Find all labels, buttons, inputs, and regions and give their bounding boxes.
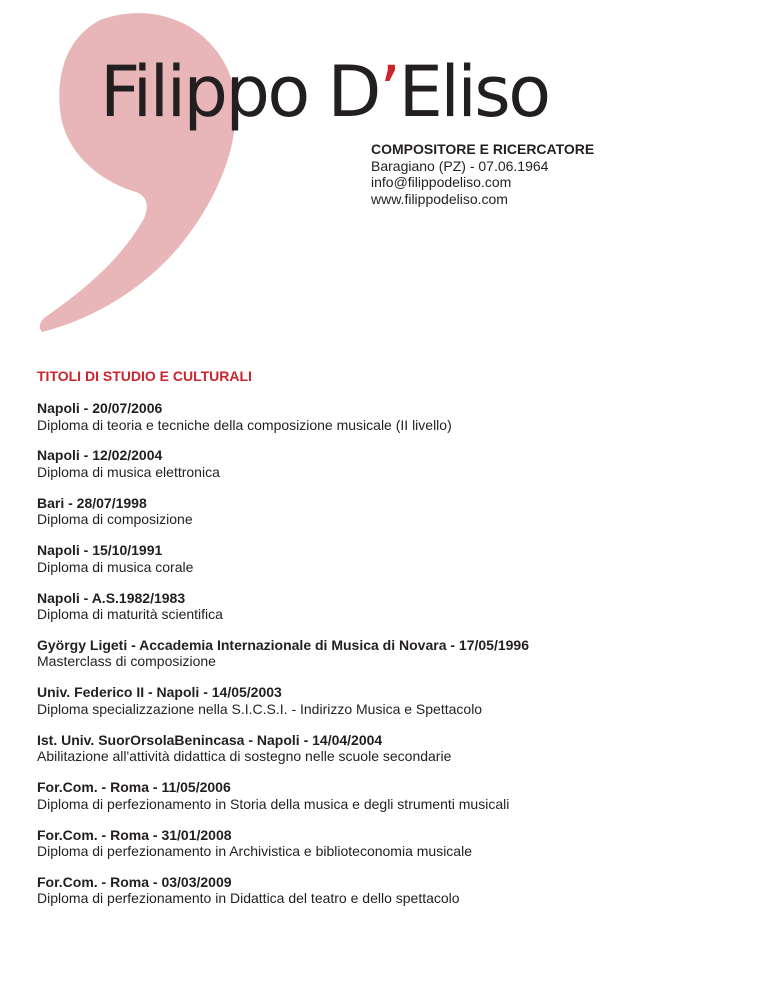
list-item [37, 732, 737, 765]
name-title [100, 50, 549, 134]
entry-desc: Diploma di composizione [37, 511, 193, 528]
entries-list [37, 400, 737, 907]
list-item [37, 684, 737, 717]
list-item [37, 779, 737, 812]
list-item [37, 590, 737, 623]
contact-block [371, 141, 594, 207]
email-address: info@filippodeliso.com [371, 174, 512, 190]
role-title: COMPOSITORE E RICERCATORE [371, 141, 595, 157]
entry-desc: Diploma di maturità scientifica [37, 606, 223, 623]
entry-head: Napoli - 15/10/1991 [37, 542, 163, 559]
section-heading: TITOLI DI STUDIO E CULTURALI [37, 368, 252, 384]
list-item [37, 400, 737, 433]
entry-head: For.Com. - Roma - 11/05/2006 [37, 779, 231, 796]
list-item [37, 637, 737, 670]
entry-head: Bari - 28/07/1998 [37, 494, 147, 511]
entry-head: Napoli - A.S.1982/1983 [37, 589, 186, 606]
name-last: Eliso [398, 51, 549, 133]
entry-desc: Diploma specializzazione nella S.I.C.S.I. - Indirizzo Musica e Spettacolo [37, 700, 483, 717]
website-address: www.filippodeliso.com [371, 190, 508, 207]
entry-desc: Abilitazione all'attività didattica di sostegno nelle scuole secondarie [37, 748, 452, 765]
entry-desc: Diploma di musica corale [37, 558, 194, 575]
list-item [37, 495, 737, 528]
list-item [37, 447, 737, 480]
name-apostrophe: ’ [378, 51, 399, 133]
entry-desc: Diploma di perfezionamento in Didattica del teatro e dello spettacolo [37, 890, 460, 907]
entry-head: Ist. Univ. SuorOrsolaBenincasa - Napoli - 14/04/2004 [37, 731, 383, 748]
entry-desc: Diploma di musica elettronica [37, 463, 220, 480]
entry-head: For.Com. - Roma - 31/01/2008 [37, 826, 232, 843]
entry-head: For.Com. - Roma - 03/03/2009 [37, 873, 232, 890]
list-item [37, 542, 737, 575]
entry-head: György Ligeti - Accademia Internazionale di Musica di Novara - 17/05/1996 [37, 636, 529, 653]
birth-info: Baragiano (PZ) - 07.06.1964 [371, 157, 549, 174]
list-item [37, 874, 737, 907]
entry-head: Napoli - 20/07/2006 [37, 400, 163, 416]
entry-desc: Diploma di perfezionamento in Storia della musica e degli strumenti musicali [37, 795, 510, 812]
list-item [37, 827, 737, 860]
entry-desc: Diploma di perfezionamento in Archivistica e biblioteconomia musicale [37, 843, 472, 860]
education-section [37, 368, 737, 921]
entry-desc: Diploma di teoria e tecniche della composizione musicale (II livello) [37, 416, 452, 433]
entry-desc: Masterclass di composizione [37, 653, 216, 670]
entry-head: Univ. Federico II - Napoli - 14/05/2003 [37, 684, 282, 701]
entry-head: Napoli - 12/02/2004 [37, 447, 163, 464]
name-first: Filippo D [100, 51, 379, 133]
